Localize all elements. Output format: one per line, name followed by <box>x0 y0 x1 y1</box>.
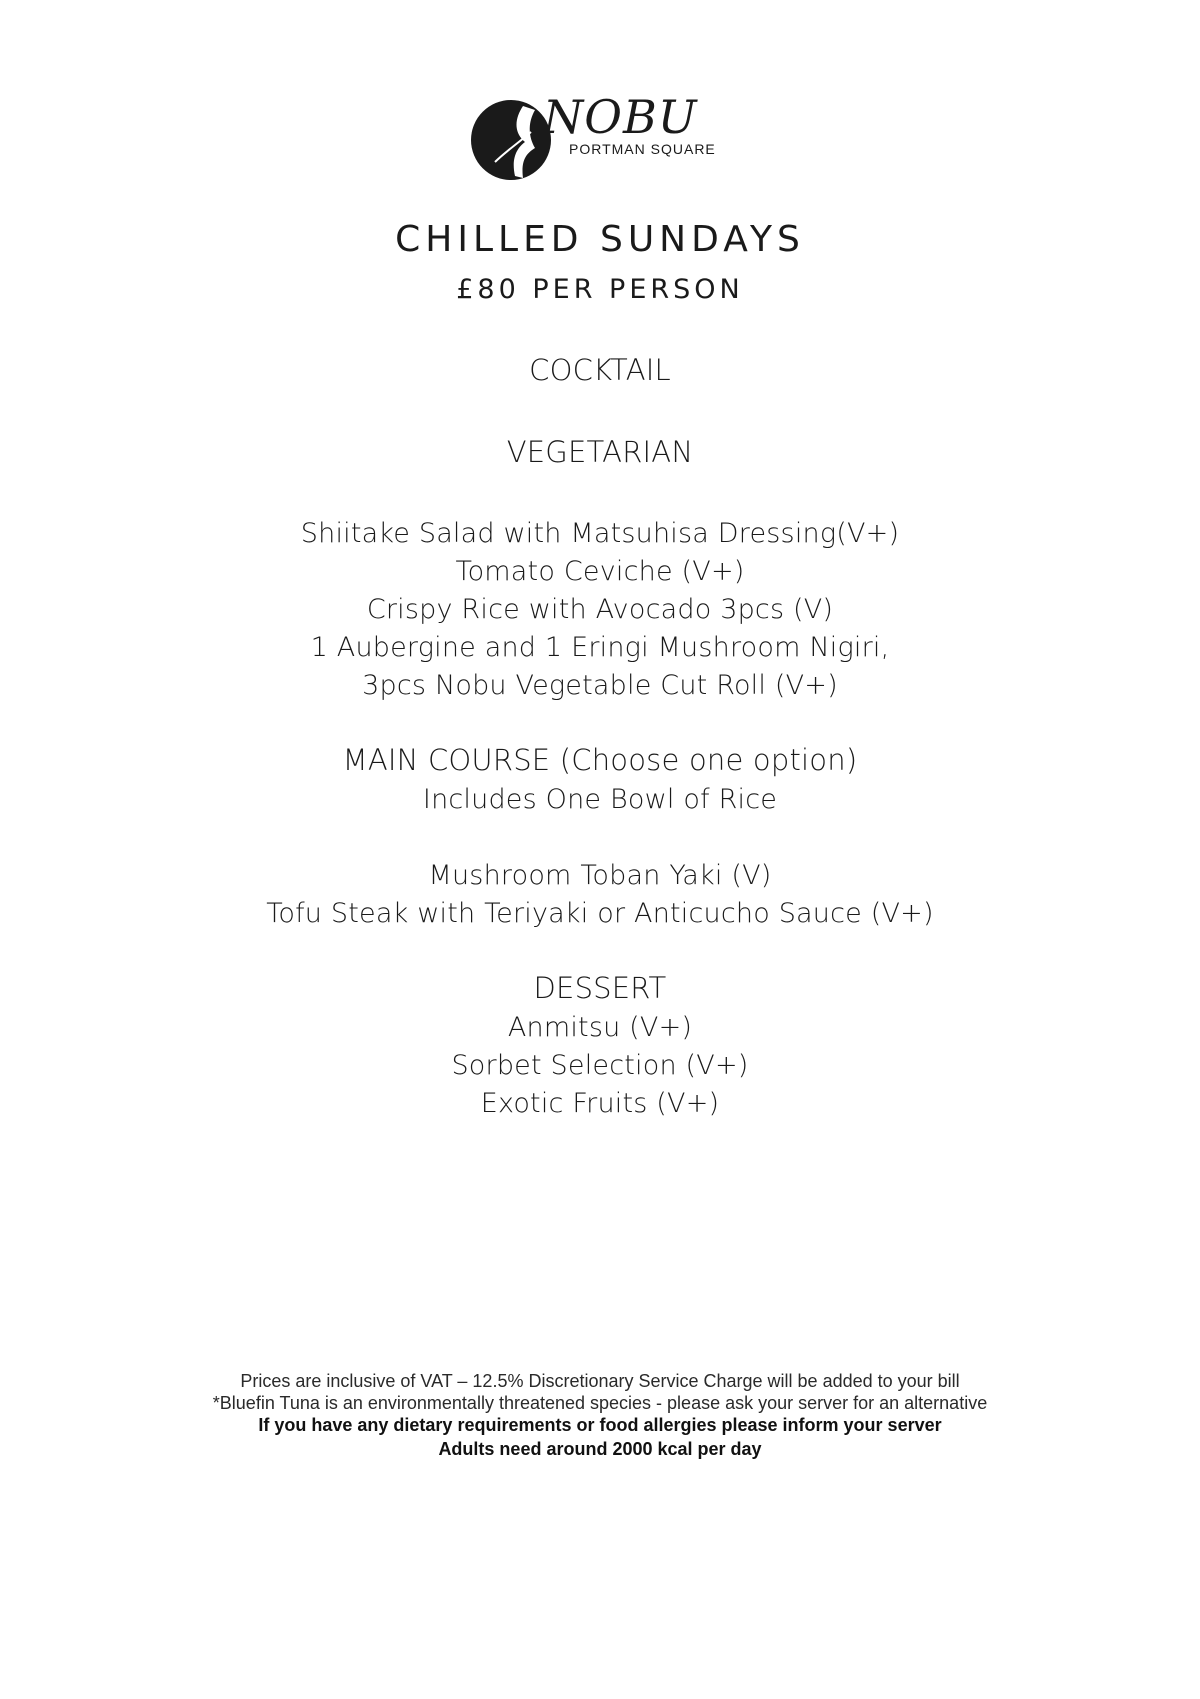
menu-item: Tomato Ceviche (V+) <box>455 556 745 587</box>
footer-allergy-note: If you have any dietary requirements or food allergies please inform your server <box>258 1415 942 1435</box>
menu-item: Sorbet Selection (V+) <box>451 1050 749 1081</box>
menu-item: Tofu Steak with Teriyaki or Anticucho Sauce (V+) <box>266 898 934 929</box>
menu-item: 1 Aubergine and 1 Eringi Mushroom Nigiri, <box>310 632 890 663</box>
price-per-person: £80 PER PERSON <box>456 274 744 305</box>
footer-kcal-note: Adults need around 2000 kcal per day <box>438 1439 762 1459</box>
nobu-logo <box>465 92 745 187</box>
menu-item: Anmitsu (V+) <box>507 1012 693 1043</box>
logo-location-text: PORTMAN SQUARE <box>569 141 716 157</box>
menu-item: Mushroom Toban Yaki (V) <box>428 860 772 891</box>
menu-item: Shiitake Salad with Matsuhisa Dressing(V+) <box>300 518 900 549</box>
section-main-heading: MAIN COURSE (Choose one option) <box>342 743 858 777</box>
page-title: CHILLED SUNDAYS <box>395 219 805 260</box>
menu-item: 3pcs Nobu Vegetable Cut Roll (V+) <box>362 670 838 701</box>
section-vegetarian-heading: VEGETARIAN <box>506 435 694 469</box>
menu-item: Crispy Rice with Avocado 3pcs (V) <box>366 594 834 625</box>
section-cocktail: COCKTAIL <box>529 353 671 387</box>
footer-tuna-note: *Bluefin Tuna is an environmentally threatened species - please ask your server for an alternative <box>212 1393 988 1413</box>
section-main-subheading: Includes One Bowl of Rice <box>422 784 778 815</box>
logo-brand-text: NOBU <box>543 90 698 144</box>
section-dessert-heading: DESSERT <box>533 971 667 1005</box>
footer-vat-note: Prices are inclusive of VAT – 12.5% Discretionary Service Charge will be added to your bill <box>240 1371 960 1391</box>
menu-item: Exotic Fruits (V+) <box>480 1088 720 1119</box>
